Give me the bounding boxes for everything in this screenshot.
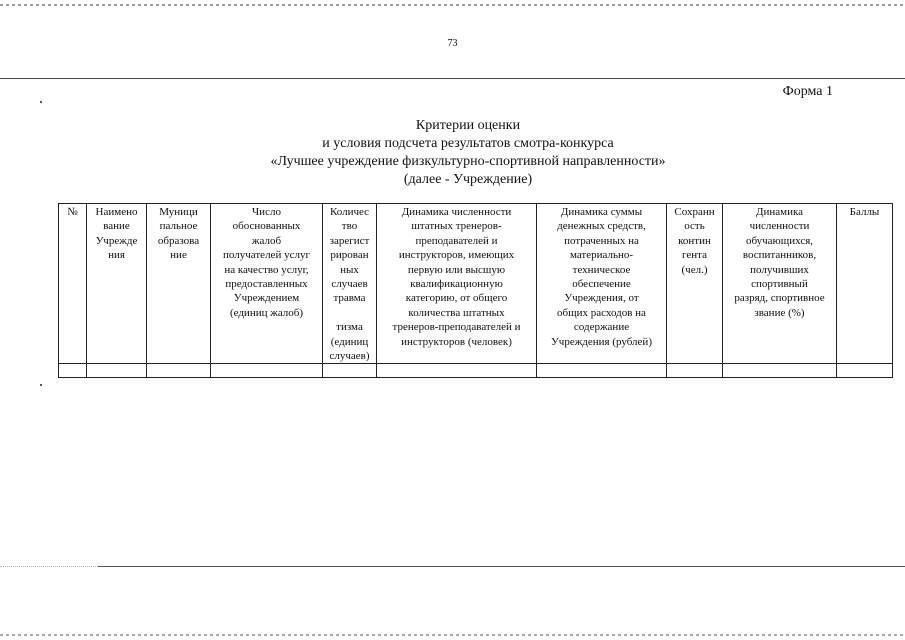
header-text-line: Учрежде [95,234,138,247]
header-text-line: Сохранн [674,206,715,218]
header-text-line: № [67,206,78,218]
header-text-line: ния [108,249,125,262]
header-text-line: потраченных на [564,234,639,247]
header-text-line: содержание [573,321,630,334]
table-cell [667,364,723,378]
column-header-name [87,204,147,364]
header-text-line: пальное [159,220,198,233]
header-text-line: (единиц [330,335,369,348]
header-text-line: гента [682,249,707,262]
header-text-line: квалификационную [410,278,503,291]
header-text-line: численности [749,220,810,233]
header-text-line: рирован [330,249,369,262]
header-text-line: денежных средств, [557,220,646,233]
header-text-line: на качество услуг, [224,263,309,276]
header-text-line: материально- [569,249,634,262]
column-header-num [59,204,87,364]
column-header-points [837,204,893,364]
header-text-line: тво [341,220,358,233]
scan-edge-bottom [0,634,905,636]
header-text-line: Муници [159,206,198,218]
header-text-line: ость [684,220,705,233]
table-cell [59,364,87,378]
page-number: 73 [447,38,458,49]
column-header-retention [667,204,723,364]
header-text-line: получивших [750,263,809,276]
header-text-line: первую или высшую [407,263,506,276]
header-text-line: случаев [331,278,368,291]
title-line-2: и условия подсчета результатов смотра-конкурса [322,136,614,151]
table-cell [837,364,893,378]
criteria-table [58,203,893,378]
header-text-line: техническое [572,263,631,276]
header-text-line: тизма [336,321,363,334]
table-row-empty [59,364,893,378]
column-header-injuries [323,204,377,364]
header-text-line: Наимено [95,206,138,218]
header-text-line: инструкторов, имеющих [398,249,515,262]
column-header-municipality [147,204,211,364]
table-cell [323,364,377,378]
column-header-ranks [723,204,837,364]
header-text-line: случаев) [329,350,370,363]
footer-rule [98,566,905,567]
header-text-line: зарегист [329,234,370,247]
header-text-line: вание [103,220,130,233]
header-text-line: Учреждения, от [564,292,639,305]
header-text-line: обеспечение [572,278,631,291]
column-header-coaches [377,204,537,364]
header-text-line: Динамика суммы [560,206,643,218]
table-cell [87,364,147,378]
header-text-line: ние [170,249,187,262]
header-text-line: (единиц жалоб) [229,306,304,319]
scan-speck [40,384,42,386]
table-cell [723,364,837,378]
header-text-line: воспитанников, [742,249,817,262]
header-text-line: общих расходов на [557,306,646,319]
header-text-line: обоснованных [232,220,301,233]
header-text-line: образова [157,234,200,247]
header-text-line: ных [340,263,359,276]
column-header-complaints [211,204,323,364]
header-text-line: разряд, спортивное [734,292,825,305]
header-rule [0,78,905,79]
header-text-line: Учреждения (рублей) [551,335,652,348]
header-text-line: спортивный [751,278,808,291]
title-line-3: «Лучшее учреждение физкультурно-спортивной направленности» [270,154,666,169]
table-cell [147,364,211,378]
column-header-funds [537,204,667,364]
header-text-line [323,306,376,320]
header-text-line: Динамика [755,206,804,218]
header-text-line: Количес [329,206,370,218]
table-cell [537,364,667,378]
header-text-line: Учреждением [233,292,300,305]
header-text-line: Баллы [849,206,880,218]
title-line-1: Критерии оценки [415,118,521,133]
header-text-line: травма [333,292,366,305]
form-label: Форма 1 [782,84,833,99]
table-cell [211,364,323,378]
header-text-line: Число [252,206,281,218]
header-text-line: Динамика численности [401,206,512,218]
header-text-line: инструкторов (человек) [401,335,512,348]
header-text-line: предоставленных [225,278,308,291]
header-text-line: жалоб [251,234,282,247]
header-text-line: количества штатных [408,306,505,319]
scan-speck [40,101,42,103]
header-text-line: тренеров-преподавателей и [392,321,521,334]
header-text-line: звание (%) [754,306,805,319]
table-header-row [59,204,893,364]
document-title [218,117,718,189]
header-text-line: обучающихся, [745,234,814,247]
header-text-line: контин [678,234,711,247]
header-text-line: получателей услуг [223,249,310,262]
header-text-line: штатных тренеров- [411,220,502,233]
header-text-line: (чел.) [681,263,708,276]
footer-rule-faint [0,566,98,567]
scan-edge-top [0,4,905,6]
table-cell [377,364,537,378]
header-text-line: категорию, от общего [405,292,508,305]
header-text-line: преподавателей и [415,234,498,247]
title-line-4: (далее - Учреждение) [403,172,533,187]
